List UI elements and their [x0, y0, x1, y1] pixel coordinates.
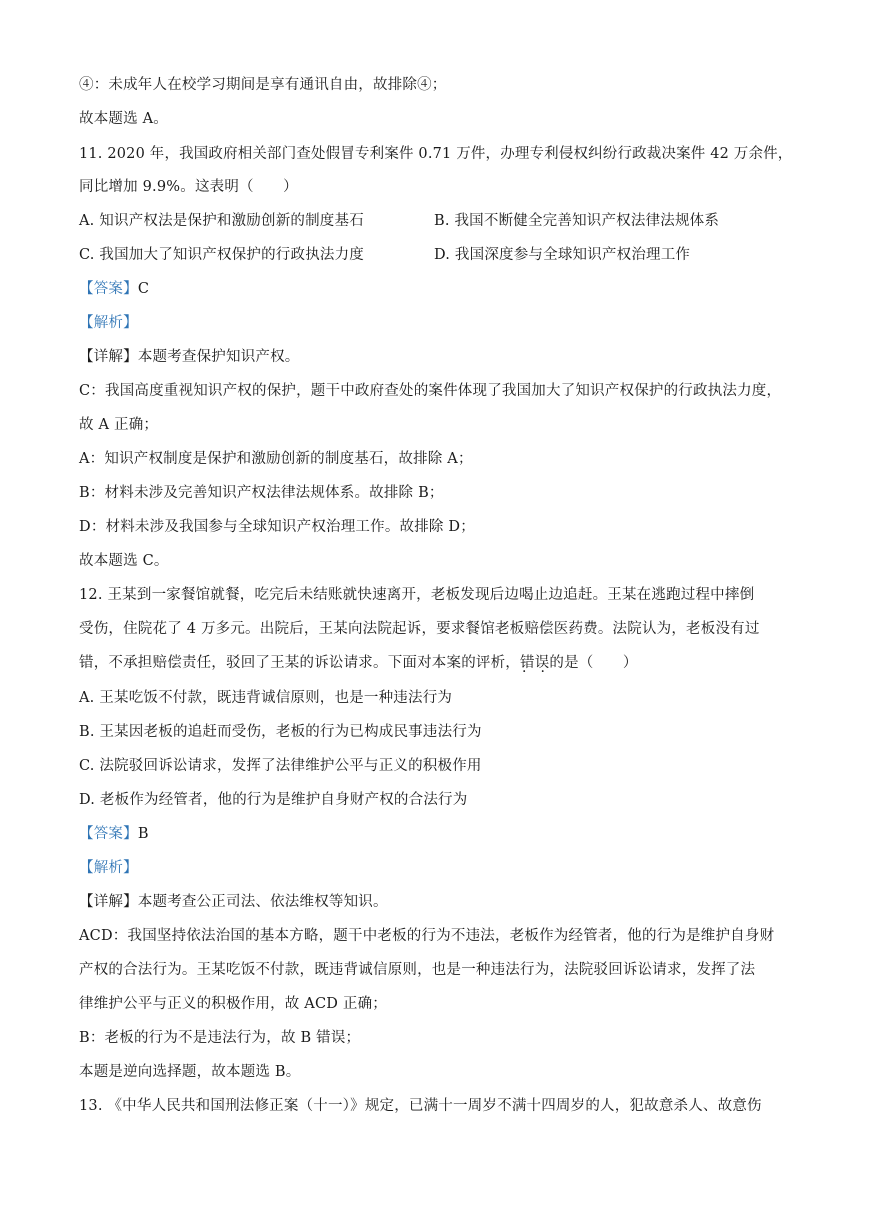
question-12-explanation: B：老板的行为不是违法行为，故 B 错误；: [79, 1030, 361, 1046]
stem-text: 错，不承担赔偿责任，驳回了王某的诉讼请求。下面对本案的评析，: [79, 655, 520, 671]
question-12-stem-cont: [79, 653, 638, 673]
question-11-conclusion: 故本题选 C。: [79, 553, 169, 569]
question-12-detail: [79, 892, 388, 912]
question-12-option-b: B. 王某因老板的追赶而受伤，老板的行为已构成民事违法行为: [79, 724, 482, 740]
question-11-explanation: D：材料未涉及我国参与全球知识产权治理工作。故排除 D；: [79, 519, 475, 535]
question-12-stem-cont: 受伤，住院花了 4 万多元。出院后，王某向法院起诉，要求餐馆老板赔偿医药费。法院认为，老板没有过: [79, 621, 760, 637]
question-12-option-a: A. 王某吃饭不付款，既违背诚信原则，也是一种违法行为: [79, 690, 453, 706]
question-11-explanation: B：材料未涉及完善知识产权法律法规体系。故排除 B；: [79, 485, 444, 501]
question-11-explanation: C：我国高度重视知识产权的保护，题干中政府查处的案件体现了我国加大了知识产权保护的行政执法力度，: [79, 383, 782, 399]
question-11-stem-cont: 同比增加 9.9%。这表明（ ）: [79, 179, 298, 195]
stem-text: 的是（ ）: [549, 655, 638, 671]
question-11-option-d: D. 我国深度参与全球知识产权治理工作: [434, 247, 691, 263]
conclusion-line: 故本题选 A。: [79, 111, 168, 127]
answer-tag: 【答案】: [79, 281, 138, 297]
detail-text: 本题考查保护知识产权。: [137, 349, 300, 365]
question-11-option-b: B. 我国不断健全完善知识产权法律法规体系: [434, 213, 720, 229]
answer-value: B: [137, 826, 149, 842]
answer-value: C: [137, 281, 150, 297]
question-11-answer: [79, 279, 149, 299]
question-11-detail: [79, 347, 300, 367]
answer-tag: 【答案】: [79, 826, 138, 842]
question-11-stem: 11. 2020 年，我国政府相关部门查处假冒专利案件 0.71 万件，办理专利侵权纠纷行政裁决案件 42 万余件，: [79, 146, 793, 162]
question-12-conclusion: 本题是逆向选择题，故本题选 B。: [79, 1064, 301, 1080]
question-12-analysis-tag: 【解析】: [79, 860, 138, 876]
question-11-explanation: A：知识产权制度是保护和激励创新的制度基石，故排除 A；: [79, 451, 473, 467]
detail-text: 本题考查公正司法、依法维权等知识。: [137, 894, 388, 910]
emphasis-dotted-word: 错误 · ·: [520, 655, 549, 671]
question-13-stem: 13. 《中华人民共和国刑法修正案（十一）》规定，已满十一周岁不满十四周岁的人，犯故意杀人、故意伤: [79, 1098, 762, 1114]
detail-tag: 【详解】: [79, 349, 138, 365]
question-12-explanation: ACD：我国坚持依法治国的基本方略，题干中老板的行为不违法，老板作为经管者，他的行为是维护自身财: [79, 928, 775, 944]
question-12-option-d: D. 老板作为经管者，他的行为是维护自身财产权的合法行为: [79, 792, 468, 808]
question-12-stem: 12. 王某到一家餐馆就餐，吃完后未结账就快速离开，老板发现后边喝止边追赶。王某在逃跑过程中摔倒: [79, 587, 755, 603]
explanation-line: ④：未成年人在校学习期间是享有通讯自由，故排除④；: [79, 77, 447, 93]
question-12-explanation: 产权的合法行为。王某吃饭不付款，既违背诚信原则，也是一种违法行为，法院驳回诉讼请求，发挥了法: [79, 962, 756, 978]
question-12-answer: [79, 824, 149, 844]
question-12-option-c: C. 法院驳回诉讼请求，发挥了法律维护公平与正义的积极作用: [79, 758, 482, 774]
question-12-explanation: 律维护公平与正义的积极作用，故 ACD 正确；: [79, 996, 388, 1012]
question-11-option-a: A. 知识产权法是保护和激励创新的制度基石: [79, 213, 364, 229]
question-11-explanation: 故 A 正确；: [79, 417, 159, 433]
question-11-option-c: C. 我国加大了知识产权保护的行政执法力度: [79, 247, 364, 263]
question-11-analysis-tag: 【解析】: [79, 315, 138, 331]
detail-tag: 【详解】: [79, 894, 138, 910]
